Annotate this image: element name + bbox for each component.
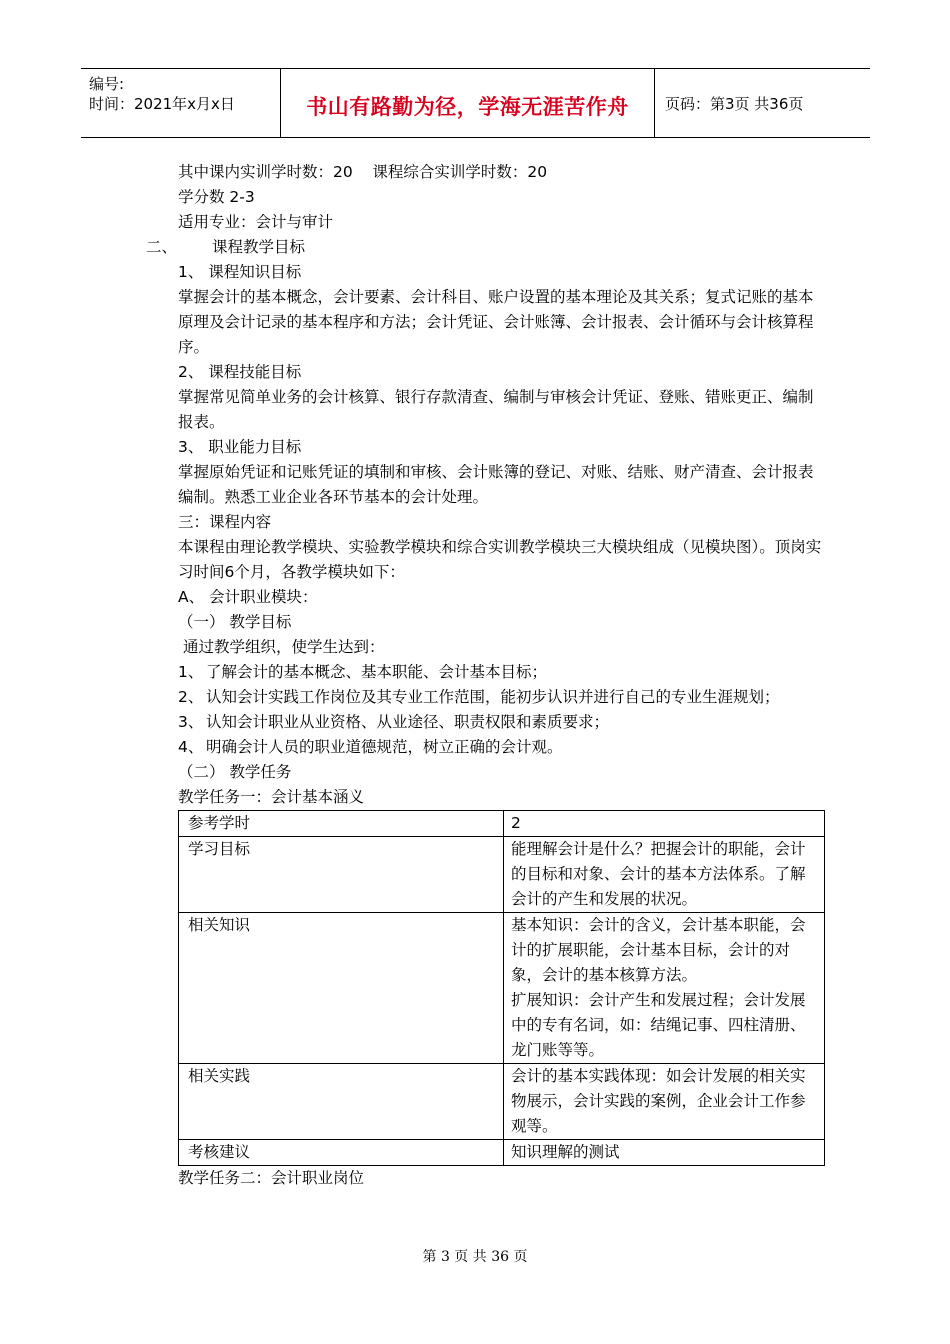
list-number: 3、 <box>178 713 204 731</box>
sub1-intro: 通过教学组织，使学生达到： <box>183 638 385 656</box>
objectives-list <box>178 660 828 760</box>
section2-heading <box>146 235 828 260</box>
list-text: 了解会计的基本概念、基本职能、会计基本目标； <box>206 663 548 681</box>
task1-table <box>178 810 825 1166</box>
goal3-title: 3、 职业能力目标 <box>178 438 302 456</box>
task2-title: 教学任务二：会计职业岗位 <box>178 1169 365 1187</box>
row-value-text: 能理解会计是什么？把握会计的职能，会计的目标和对象、会计的基本方法体系。了解会计的产生和发展的状况。 <box>511 840 806 908</box>
header-motto-cell <box>281 69 655 137</box>
table-row <box>179 837 825 913</box>
row-value <box>504 811 825 837</box>
sub1-title: （一） 教学目标 <box>178 613 292 631</box>
list-item <box>178 685 828 710</box>
list-text: 明确会计人员的职业道德规范，树立正确的会计观。 <box>206 738 563 756</box>
goal1-title: 1、 课程知识目标 <box>178 263 302 281</box>
section3-title: 三：课程内容 <box>178 513 272 531</box>
sub2-title: （二） 教学任务 <box>178 763 292 781</box>
page-header <box>81 68 870 138</box>
row-label: 相关实践 <box>179 1064 504 1140</box>
major-line: 适用专业：会计与审计 <box>178 213 334 231</box>
training-hours-line: 其中课内实训学时数：20 课程综合实训学时数：20 <box>178 163 548 181</box>
row-label: 参考学时 <box>179 811 504 837</box>
row-label: 学习目标 <box>179 837 504 913</box>
table-row <box>179 913 825 1064</box>
row-value-text: 知识理解的测试 <box>511 1143 620 1161</box>
row-value-text: 会计的基本实践体现：如会计发展的相关实物展示，会计实践的案例，企业会计工作参观等。 <box>511 1067 806 1135</box>
list-text: 认知会计实践工作岗位及其专业工作范围，能初步认识并进行自己的专业生涯规划； <box>206 688 780 706</box>
module-a-title: A、 会计职业模块： <box>178 588 318 606</box>
section2-title: 课程教学目标 <box>212 238 306 256</box>
table-row <box>179 811 825 837</box>
task1-title: 教学任务一：会计基本涵义 <box>178 788 365 806</box>
motto: 书山有路勤为径，学海无涯苦作舟 <box>306 95 629 119</box>
page-footer: 第 3 页 共 36 页 <box>422 1249 528 1265</box>
goal2-text: 掌握常见简单业务的会计核算、银行存款清查、编制与审核会计凭证、登账、错账更正、编制报表。 <box>178 388 814 431</box>
table-row <box>179 1064 825 1140</box>
document-body <box>146 160 828 1191</box>
list-item <box>178 735 828 760</box>
header-page-cell <box>655 69 870 137</box>
row-value-text: 2 <box>511 814 521 832</box>
row-value-text: 扩展知识：会计产生和发展过程；会计发展中的专有名词，如：结绳记事、四柱清册、龙门账等等。 <box>511 991 806 1059</box>
goal3-text: 掌握原始凭证和记账凭证的填制和审核、会计账簿的登记、对账、结账、财产清查、会计报表编制。熟悉工业企业各环节基本的会计处理。 <box>178 463 814 506</box>
number-label: 编号: <box>89 75 125 93</box>
list-text: 认知会计职业从业资格、从业途径、职责权限和素质要求； <box>206 713 610 731</box>
list-item <box>178 660 828 685</box>
row-label: 相关知识 <box>179 913 504 1064</box>
credits-line: 学分数 2-3 <box>178 188 255 206</box>
list-number: 2、 <box>178 688 204 706</box>
row-label: 考核建议 <box>179 1140 504 1166</box>
row-value <box>504 1140 825 1166</box>
time-label: 时间：2021年x月x日 <box>89 95 235 113</box>
section3-text: 本课程由理论教学模块、实验教学模块和综合实训教学模块三大模块组成（见模块图）。顶岗实习时间6个月，各教学模块如下： <box>178 538 822 581</box>
row-value <box>504 913 825 1064</box>
list-item <box>178 710 828 735</box>
row-value <box>504 1064 825 1140</box>
section2-number: 二、 <box>146 238 178 256</box>
goal1-text: 掌握会计的基本概念，会计要素、会计科目、账户设置的基本理论及其关系；复式记账的基本原理及会计记录的基本程序和方法；会计凭证、会计账簿、会计报表、会计循环与会计核算程序。 <box>178 288 814 356</box>
table-row <box>179 1140 825 1166</box>
goal2-title: 2、 课程技能目标 <box>178 363 302 381</box>
header-meta-cell <box>81 69 281 137</box>
page-info: 页码：第3页 共36页 <box>665 95 804 113</box>
list-number: 4、 <box>178 738 204 756</box>
row-value-text: 基本知识：会计的含义，会计基本职能，会计的扩展职能，会计基本目标，会计的对象，会计的基本核算方法。 <box>511 916 806 984</box>
row-value <box>504 837 825 913</box>
list-number: 1、 <box>178 663 204 681</box>
